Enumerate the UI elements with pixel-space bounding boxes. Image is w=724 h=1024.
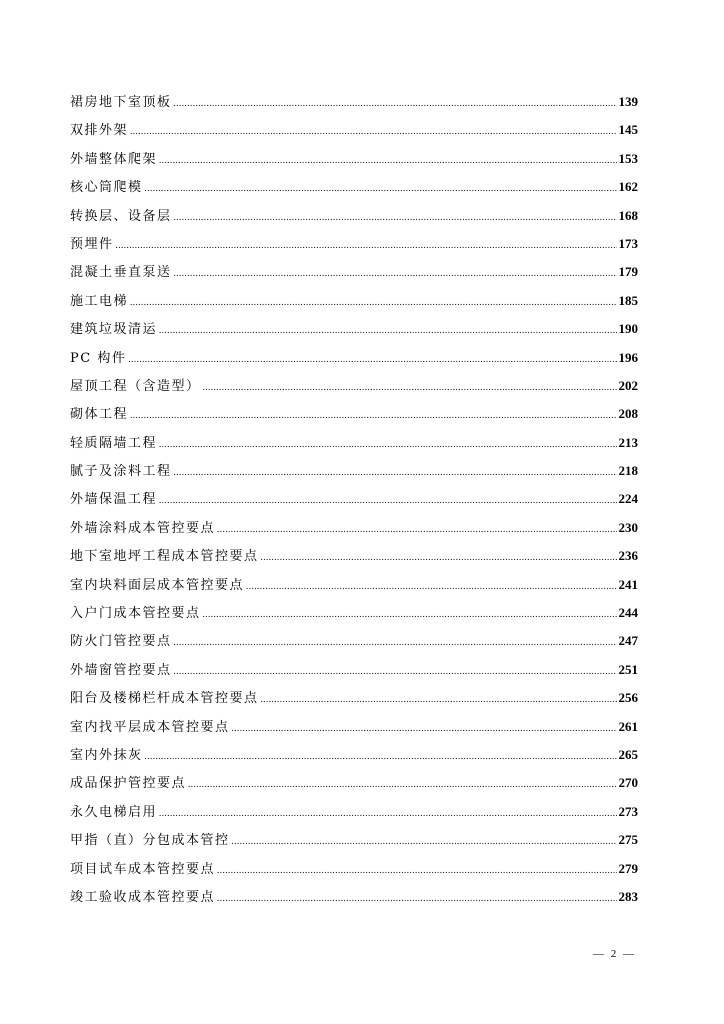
toc-entry-page: 236 [618,548,638,564]
toc-entry-title: 外墙涂料成本管控要点 [70,520,216,536]
footer-page-number: — 2 — [593,948,636,960]
toc-entry-page: 190 [618,321,638,337]
toc-entry-page: 224 [618,491,638,507]
toc-entry[interactable] [70,485,638,513]
toc-entry[interactable] [70,230,638,258]
toc-entry-page: 244 [618,605,638,621]
toc-leader-dots [145,174,617,202]
toc-entry[interactable] [70,145,638,173]
toc-leader-dots [174,89,617,117]
toc-leader-dots [232,714,617,742]
toc-entry-page: 196 [618,349,638,365]
toc-entry[interactable] [70,429,638,457]
toc-leader-dots [261,685,617,713]
toc-entry[interactable] [70,627,638,655]
toc-entry[interactable] [70,173,638,201]
toc-entry-page: 179 [618,264,638,280]
toc-entry[interactable] [70,400,638,428]
toc-entry-title: 永久电梯启用 [70,804,158,820]
toc-leader-dots [130,288,616,316]
table-of-contents [70,88,638,911]
toc-entry[interactable] [70,514,638,542]
toc-entry-page: 247 [618,633,638,649]
toc-leader-dots [188,770,616,798]
toc-entry-title: 室内外抹灰 [70,747,143,763]
toc-leader-dots [130,117,616,145]
toc-entry-page: 162 [618,179,638,195]
toc-entry[interactable] [70,826,638,854]
toc-entry[interactable] [70,315,638,343]
toc-entry[interactable] [70,372,638,400]
toc-entry-page: 279 [618,860,638,876]
toc-entry-title: 预埋件 [70,236,114,252]
toc-entry-title: 防火门管控要点 [70,634,172,650]
toc-entry-title: 施工电梯 [70,293,129,309]
toc-entry-title: 地下室地坪工程成本管控要点 [70,549,259,565]
toc-entry-page: 218 [618,463,638,479]
toc-entry-title: 转换层、设备层 [70,208,172,224]
toc-entry-page: 283 [618,888,638,904]
toc-entry[interactable] [70,258,638,286]
toc-entry[interactable] [70,684,638,712]
toc-entry-page: 173 [618,235,638,251]
toc-entry-title: 室内块料面层成本管控要点 [70,577,245,593]
toc-entry-page: 265 [618,746,638,762]
toc-leader-dots [159,799,616,827]
toc-entry-title: PC 构件 [70,350,127,366]
toc-entry-page: 208 [618,406,638,422]
toc-leader-dots [174,203,617,231]
toc-entry-page: 185 [618,292,638,308]
toc-leader-dots [232,827,617,855]
toc-entry[interactable] [70,88,638,116]
toc-entry-title: 成品保护管控要点 [70,776,187,792]
toc-leader-dots [203,373,617,401]
toc-entry-page: 202 [618,377,638,393]
toc-entry-page: 275 [618,832,638,848]
toc-entry[interactable] [70,599,638,627]
toc-leader-dots [174,259,617,287]
toc-entry[interactable] [70,116,638,144]
toc-entry-title: 核心筒爬模 [70,180,143,196]
toc-entry[interactable] [70,202,638,230]
toc-leader-dots [174,657,617,685]
toc-leader-dots [116,231,617,259]
toc-entry-title: 裙房地下室顶板 [70,95,172,110]
toc-leader-dots [174,628,617,656]
toc-entry[interactable] [70,855,638,883]
toc-entry-title: 外墙窗管控要点 [70,662,172,678]
toc-entry[interactable] [70,542,638,570]
toc-leader-dots [159,486,616,514]
toc-leader-dots [159,430,616,458]
toc-entry[interactable] [70,883,638,911]
toc-entry[interactable] [70,344,638,372]
toc-entry-page: 168 [618,207,638,223]
toc-leader-dots [145,742,617,770]
toc-leader-dots [128,345,616,373]
toc-entry-page: 139 [618,94,638,109]
toc-entry-title: 甲指（直）分包成本管控 [70,833,230,849]
toc-entry[interactable] [70,741,638,769]
toc-entry-page: 145 [618,122,638,138]
toc-entry-page: 256 [618,690,638,706]
toc-leader-dots [159,146,616,174]
toc-leader-dots [130,401,616,429]
toc-entry-title: 入户门成本管控要点 [70,606,201,622]
toc-entry-title: 混凝土垂直泵送 [70,265,172,281]
toc-leader-dots [217,515,616,543]
toc-leader-dots [174,458,617,486]
toc-entry-page: 153 [618,150,638,166]
toc-entry[interactable] [70,769,638,797]
toc-entry-title: 双排外架 [70,123,129,139]
toc-entry-page: 273 [618,803,638,819]
toc-entry[interactable] [70,656,638,684]
toc-leader-dots [159,316,616,344]
toc-entry-title: 外墙整体爬架 [70,151,158,167]
toc-entry-title: 砌体工程 [70,407,129,423]
toc-entry[interactable] [70,713,638,741]
toc-leader-dots [261,543,617,571]
toc-entry-title: 竣工验收成本管控要点 [70,889,216,905]
toc-entry[interactable] [70,287,638,315]
toc-entry-page: 261 [618,718,638,734]
toc-entry-title: 腻子及涂料工程 [70,464,172,480]
toc-leader-dots [217,884,616,912]
toc-leader-dots [246,572,616,600]
toc-entry-page: 270 [618,775,638,791]
toc-entry-title: 轻质隔墙工程 [70,435,158,451]
toc-entry-page: 251 [618,661,638,677]
toc-entry[interactable] [70,798,638,826]
toc-entry[interactable] [70,457,638,485]
toc-entry-title: 建筑垃圾清运 [70,322,158,338]
toc-entry-page: 213 [618,434,638,450]
toc-entry-title: 屋顶工程（含造型） [70,378,201,394]
toc-entry-title: 项目试车成本管控要点 [70,861,216,877]
toc-entry-title: 阳台及楼梯栏杆成本管控要点 [70,691,259,707]
toc-leader-dots [203,600,617,628]
toc-leader-dots [217,856,616,884]
toc-entry-page: 241 [618,576,638,592]
toc-entry-title: 室内找平层成本管控要点 [70,719,230,735]
toc-entry-page: 230 [618,519,638,535]
toc-entry-title: 外墙保温工程 [70,492,158,508]
toc-entry[interactable] [70,571,638,599]
